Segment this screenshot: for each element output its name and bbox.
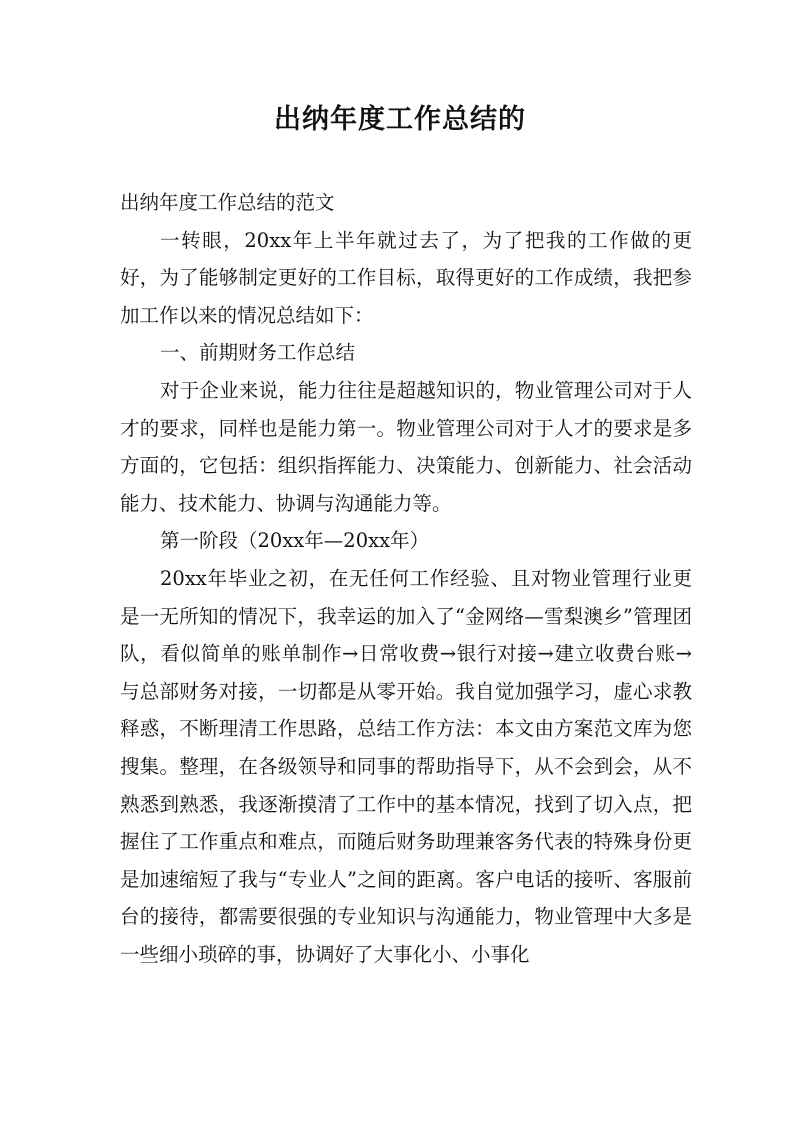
stage-paragraph: 20xx年毕业之初，在无任何工作经验、且对物业管理行业更是一无所知的情况下，我幸运的加入了“金网络—雪梨澳乡”管理团队，看似简单的账单制作→日常收费→银行对接→建立收费台账→与总部财务对接，一切都是从零开始。我自觉加强学习，虚心求教释惑，不断理清工作思路，总结工作方法：本文由方案范文库为您搜集。整理，在各级领导和同事的帮助指导下，从不会到会，从不熟悉到熟悉，我逐渐摸清了工作中的基本情况，找到了切入点，把握住了工作重点和难点，而随后财务助理兼客务代表的特殊身份更是加速缩短了我与“专业人”之间的距离。客户电话的接听、客服前台的接待，都需要很强的专业知识与沟通能力，物业管理中大多是一些细小琐碎的事，协调好了大事化小、小事化 bbox=[120, 566, 692, 966]
section-heading: 一、前期财务工作总结 bbox=[160, 341, 356, 365]
stage-heading: 第一阶段（20xx年—20xx年） bbox=[160, 529, 430, 553]
subtitle-paragraph: 出纳年度工作总结的范文 bbox=[120, 191, 335, 214]
intro-paragraph: 一转眼，20xx年上半年就过去了，为了把我的工作做的更好，为了能够制定更好的工作目标，取得更好的工作成绩，我把参加工作以来的情况总结如下： bbox=[120, 228, 692, 327]
document-body bbox=[120, 184, 692, 973]
ability-paragraph: 对于企业来说，能力往往是超越知识的，物业管理公司对于人才的要求，同样也是能力第一。物业管理公司对于人才的要求是多方面的，它包括：组织指挥能力、决策能力、创新能力、社会活动能力、技术能力、协调与沟通能力等。 bbox=[120, 378, 692, 515]
document-title: 出纳年度工作总结的 bbox=[274, 104, 526, 135]
